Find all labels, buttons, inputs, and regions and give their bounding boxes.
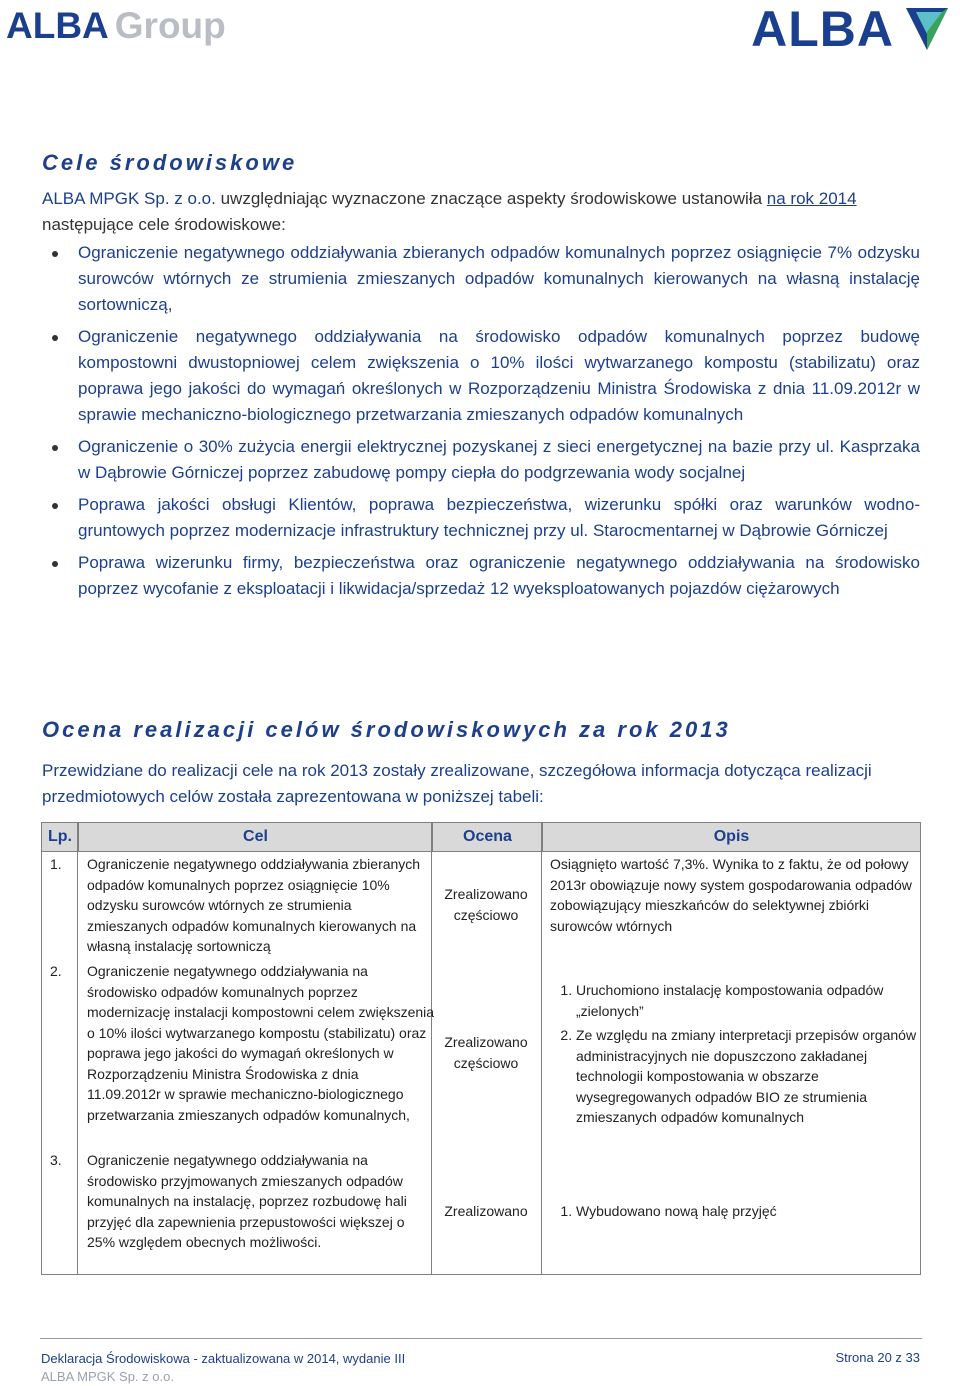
row-rating: Zrealizowano	[444, 1203, 528, 1219]
goal-item	[42, 434, 920, 486]
col-header-lp: Lp.	[42, 823, 79, 852]
goal-item	[42, 324, 920, 428]
goal-text: Ograniczenie negatywnego oddziaływania na środowisko odpadów komunalnych poprzez budowę kompostowni dwustopniowej celem zwiększenia o 10% ilości wytwarzanego kompostu (stabilizatu) oraz poprawa jego jakości do wymagań określonych w Rozporządzeniu Ministra Środowiska z dnia 11.09.2012r w sprawie mechaniczno-biologicznego przetwarzania zmieszanych odpadów komunalnych	[78, 327, 920, 424]
row-number: 2.	[50, 963, 62, 979]
footer-divider	[40, 1338, 922, 1339]
col-header-ocena: Ocena	[433, 823, 543, 852]
bullet-icon	[52, 561, 58, 567]
col-header-opis: Opis	[543, 823, 921, 852]
bullet-icon	[52, 251, 58, 257]
description-item: 1. Wybudowano nową halę przyjęć	[576, 1201, 920, 1222]
goal-text: Ograniczenie negatywnego oddziaływania zbieranych odpadów komunalnych poprzez osiągnięcie 7% odzysku surowców wtórnych ze strumienia zmieszanych odpadów komunalnych kierowanych na własną instalację sortowniczą,	[78, 243, 920, 314]
intro-end: następujące cele środowiskowe:	[42, 215, 286, 234]
intro-company: ALBA MPGK Sp. z o.o.	[42, 189, 216, 208]
goals-list	[42, 240, 920, 608]
bullet-icon	[52, 445, 58, 451]
evaluation-table	[41, 822, 921, 852]
footer-left	[41, 1350, 405, 1386]
row-rating: Zrealizowano częściowo	[444, 886, 528, 923]
row-goal: Ograniczenie negatywnego oddziaływania na środowisko przyjmowanych zmieszanych odpadów komunalnych na instalację, poprzez rozbudowę hali przyjęć dla zapewnienia przepustowości większej o 25% względem obecnych możliwości.	[87, 1152, 407, 1250]
row-number: 1.	[50, 856, 62, 872]
evaluation-summary: Przewidziane do realizacji cele na rok 2013 zostały zrealizowane, szczegółowa informacja dotycząca realizacji przedmiotowych celów została zaprezentowana w poniższej tabeli:	[42, 761, 872, 806]
description-item: 2. Ze względu na zmiany interpretacji przepisów organów administracyjnych nie dopuszczono zakładanej technologii kompostowania w obszarze wysegregowanych odpadów BIO ze strumienia zmieszanych odpadów komunalnych	[576, 1025, 920, 1128]
logo-right-word: ALBA	[751, 1, 894, 57]
table-divider	[77, 822, 78, 1275]
footer-doc-title: Deklaracja Środowiskowa - zaktualizowana w 2014, wydanie III	[41, 1351, 406, 1366]
footer-company: ALBA MPGK Sp. z o.o.	[41, 1369, 174, 1384]
row-goal: Ograniczenie negatywnego oddziaływania na środowisko odpadów komunalnych poprzez modernizację instalacji kompostowni celem zwiększenia o 10% ilości wytwarzanego kompostu (stabilizatu) oraz poprawa jego jakości do wymagań określonych w Rozporządzeniu Ministra Środowiska z dnia 11.09.2012r w sprawie mechaniczno-biologicznego przetwarzania zmieszanych odpadów komunalnych,	[87, 963, 435, 1123]
footer-page-number: Strona 20 z 33	[835, 1350, 920, 1365]
alba-group-logo	[6, 6, 226, 46]
description-item: 1. Uruchomiono instalację kompostowania odpadów „zielonych”	[576, 980, 920, 1021]
row-description: Osiągnięto wartość 7,3%. Wynika to z faktu, że od połowy 2013r obowiązuje nowy system gospodarowania odpadów zobowiązujący mieszkańców do selektywnej zbiórki surowców wtórnych	[550, 856, 912, 934]
alba-emblem-icon	[902, 4, 952, 54]
row-description	[550, 1201, 920, 1226]
alba-logo	[751, 1, 952, 57]
row-number: 3.	[50, 1152, 62, 1168]
row-rating: Zrealizowano częściowo	[444, 1034, 528, 1071]
col-header-cel: Cel	[79, 823, 433, 852]
description-list	[550, 1201, 920, 1222]
logo-left-sub: Group	[114, 5, 226, 46]
bullet-icon	[52, 503, 58, 509]
goal-text: Ograniczenie o 30% zużycia energii elektrycznej pozyskanej z sieci energetycznej na bazie przy ul. Kasprzaka w Dąbrowie Górniczej poprzez zabudowę pompy ciepła do podgrzewania wody socjalnej	[78, 437, 920, 482]
goal-text: Poprawa wizerunku firmy, bezpieczeństwa oraz ograniczenie negatywnego oddziaływania na środowisko poprzez wycofanie z eksploatacji i likwidacja/sprzedaż 12 wyeksploatowanych pojazdów ciężarowych	[78, 553, 920, 598]
section-title-evaluation: Ocena realizacji celów środowiskowych za rok 2013	[42, 717, 731, 742]
logo-left-main: ALBA	[6, 5, 109, 46]
goal-item	[42, 550, 920, 602]
intro-year: na rok 2014	[766, 189, 857, 208]
row-description	[550, 980, 920, 1132]
goal-item	[42, 240, 920, 318]
goal-item	[42, 492, 920, 544]
row-goal: Ograniczenie negatywnego oddziaływania zbieranych odpadów komunalnych poprzez osiągnięcie 10% odzysku surowców wtórnych ze strumienia zmieszanych odpadów komunalnych kierowanych na własną instalację sortowniczą	[87, 856, 421, 954]
description-list	[550, 980, 920, 1128]
intro-text: uwzględniając wyznaczone znaczące aspekty środowiskowe ustanowiła	[215, 189, 767, 208]
table-divider	[541, 822, 542, 1275]
goals-intro	[42, 186, 922, 238]
goal-text: Poprawa jakości obsługi Klientów, poprawa bezpieczeństwa, wizerunku spółki oraz warunków wodno-gruntowych poprzez modernizacje infrastruktury technicznej przy ul. Starocmentarnej w Dąbrowie Górniczej	[78, 495, 920, 540]
section-title-goals: Cele środowiskowe	[42, 150, 298, 175]
bullet-icon	[52, 335, 58, 341]
